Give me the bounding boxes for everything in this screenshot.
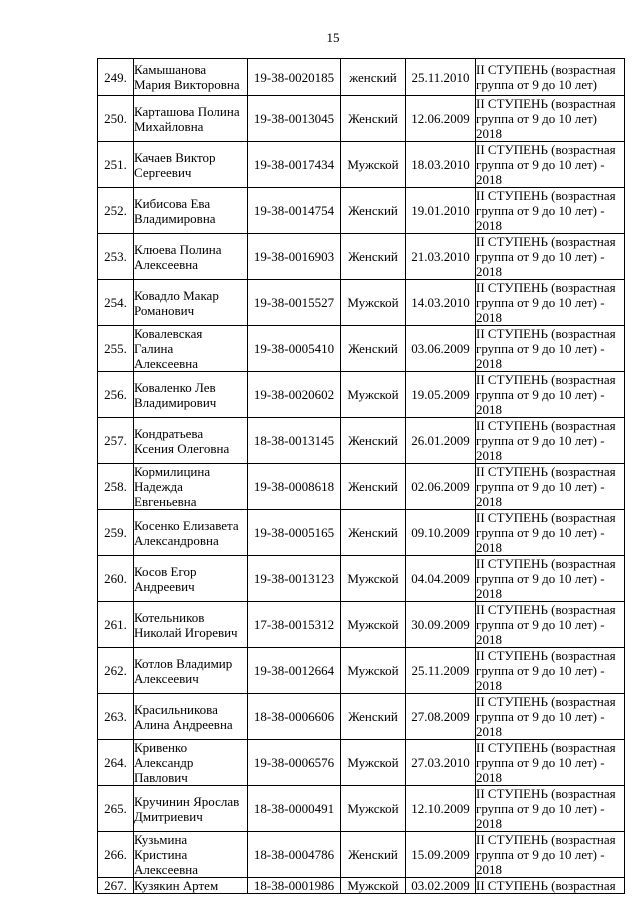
stage — [476, 234, 625, 280]
participant-id: 19-38-0020185 — [248, 59, 341, 96]
gender: Мужской — [341, 372, 406, 418]
birth-date: 03.06.2009 — [406, 326, 476, 372]
name-line: Владимирович — [134, 394, 217, 410]
name-line: Кондратьева — [134, 425, 204, 441]
table-row — [98, 602, 625, 648]
birth-date: 02.06.2009 — [406, 464, 476, 510]
participant-id: 19-38-0006576 — [248, 740, 341, 786]
stage — [476, 648, 625, 694]
table-row — [98, 142, 625, 188]
row-number: 267. — [98, 878, 134, 894]
name-line: Котлов Владимир — [134, 655, 233, 671]
stage-line: 2018 — [476, 724, 502, 739]
stage — [476, 602, 625, 648]
name-line: Александр — [134, 755, 194, 770]
table-row — [98, 280, 625, 326]
row-number: 261. — [98, 602, 134, 648]
birth-date: 12.06.2009 — [406, 96, 476, 142]
table-row — [98, 740, 625, 786]
name-line: Алина Андреевна — [134, 716, 233, 732]
table-row — [98, 832, 625, 878]
full-name — [134, 59, 248, 96]
name-line: Ковадло Макар — [134, 287, 219, 303]
full-name — [134, 96, 248, 142]
table-row — [98, 234, 625, 280]
full-name — [134, 740, 248, 786]
name-line: Евгеньевна — [134, 494, 197, 509]
stage — [476, 786, 625, 832]
gender: Мужской — [341, 740, 406, 786]
participant-id: 18-38-0004786 — [248, 832, 341, 878]
row-number: 255. — [98, 326, 134, 372]
stage-line: группа от 9 до 10 лет) — [476, 77, 597, 92]
stage-line: II СТУПЕНЬ (возрастная — [476, 694, 616, 709]
participant-id: 19-38-0005410 — [248, 326, 341, 372]
birth-date: 12.10.2009 — [406, 786, 476, 832]
full-name — [134, 326, 248, 372]
birth-date: 27.03.2010 — [406, 740, 476, 786]
name-line: Мария Викторовна — [134, 77, 240, 92]
table-row — [98, 326, 625, 372]
full-name — [134, 188, 248, 234]
table-row — [98, 464, 625, 510]
name-line: Александровна — [134, 532, 219, 548]
name-line: Кормилицина — [134, 464, 211, 479]
stage — [476, 878, 625, 894]
row-number: 250. — [98, 96, 134, 142]
table-row — [98, 556, 625, 602]
stage-line: 2018 — [476, 126, 502, 141]
birth-date: 30.09.2009 — [406, 602, 476, 648]
row-number: 265. — [98, 786, 134, 832]
stage — [476, 59, 625, 96]
stage — [476, 694, 625, 740]
stage-line: 2018 — [476, 862, 502, 877]
name-line: Красильникова — [134, 701, 218, 717]
stage-line: группа от 9 до 10 лет) - — [476, 525, 605, 540]
stage — [476, 832, 625, 878]
row-number: 249. — [98, 59, 134, 96]
name-line: Ковалевская — [134, 326, 203, 341]
name-line: Алексеевна — [134, 356, 198, 371]
stage — [476, 740, 625, 786]
table-row — [98, 188, 625, 234]
name-line: Галина — [134, 341, 174, 356]
row-number: 254. — [98, 280, 134, 326]
stage-line: 2018 — [476, 678, 502, 693]
stage-line: 2018 — [476, 586, 502, 601]
gender: Женский — [341, 188, 406, 234]
stage-line: группа от 9 до 10 лет) - — [476, 203, 605, 218]
table-row — [98, 96, 625, 142]
stage — [476, 142, 625, 188]
full-name — [134, 372, 248, 418]
participant-id: 19-38-0016903 — [248, 234, 341, 280]
stage-line: группа от 9 до 10 лет) - — [476, 295, 605, 310]
participant-id: 17-38-0015312 — [248, 602, 341, 648]
stage — [476, 326, 625, 372]
participant-id: 18-38-0006606 — [248, 694, 341, 740]
stage-line: 2018 — [476, 356, 502, 371]
full-name — [134, 602, 248, 648]
full-name — [134, 648, 248, 694]
stage-line: 2018 — [476, 402, 502, 417]
participant-id: 18-38-0013145 — [248, 418, 341, 464]
full-name — [134, 280, 248, 326]
row-number: 260. — [98, 556, 134, 602]
full-name — [134, 142, 248, 188]
name-line: Владимировна — [134, 210, 216, 226]
birth-date: 25.11.2010 — [406, 59, 476, 96]
stage-line: 2018 — [476, 816, 502, 831]
stage — [476, 96, 625, 142]
gender: Женский — [341, 418, 406, 464]
name-line: Кузякин Артем — [134, 878, 219, 893]
birth-date: 19.01.2010 — [406, 188, 476, 234]
stage-line: II СТУПЕНЬ (возрастная — [476, 62, 616, 77]
stage-line: 2018 — [476, 264, 502, 279]
participant-id: 19-38-0013123 — [248, 556, 341, 602]
name-line: Романович — [134, 302, 195, 318]
name-line: Павлович — [134, 770, 188, 785]
stage-line: II СТУПЕНЬ (возрастная — [476, 786, 616, 801]
full-name — [134, 556, 248, 602]
name-line: Алексеевич — [134, 670, 199, 686]
row-number: 253. — [98, 234, 134, 280]
gender: Женский — [341, 694, 406, 740]
stage — [476, 556, 625, 602]
participant-id: 19-38-0015527 — [248, 280, 341, 326]
name-line: Ксения Олеговна — [134, 440, 230, 456]
name-line: Котельников — [134, 609, 205, 625]
stage-line: 2018 — [476, 218, 502, 233]
table-row — [98, 510, 625, 556]
participant-id: 19-38-0005165 — [248, 510, 341, 556]
row-number: 258. — [98, 464, 134, 510]
stage-line: II СТУПЕНЬ (возрастная — [476, 648, 616, 663]
gender: Мужской — [341, 602, 406, 648]
row-number: 257. — [98, 418, 134, 464]
name-line: Камышанова — [134, 62, 207, 77]
row-number: 256. — [98, 372, 134, 418]
stage — [476, 280, 625, 326]
gender: Мужской — [341, 556, 406, 602]
birth-date: 14.03.2010 — [406, 280, 476, 326]
page-number: 15 — [326, 30, 340, 45]
stage-line: II СТУПЕНЬ (возрастная — [476, 372, 616, 387]
stage-line: 2018 — [476, 632, 502, 647]
participant-id: 19-38-0020602 — [248, 372, 341, 418]
name-line: Андреевич — [134, 578, 195, 594]
participant-id: 19-38-0008618 — [248, 464, 341, 510]
participant-id: 19-38-0014754 — [248, 188, 341, 234]
birth-date: 04.04.2009 — [406, 556, 476, 602]
gender: Мужской — [341, 878, 406, 894]
name-line: Надежда — [134, 479, 183, 494]
stage-line: группа от 9 до 10 лет) - — [476, 755, 605, 770]
name-line: Николай Игоревич — [134, 624, 238, 640]
stage-line: группа от 9 до 10 лет) - — [476, 249, 605, 264]
gender: Женский — [341, 96, 406, 142]
stage-line: II СТУПЕНЬ (возрастная — [476, 234, 616, 249]
birth-date: 25.11.2009 — [406, 648, 476, 694]
stage-line: II СТУПЕНЬ (возрастная — [476, 556, 616, 571]
participant-id: 18-38-0000491 — [248, 786, 341, 832]
gender: Мужской — [341, 142, 406, 188]
full-name — [134, 694, 248, 740]
gender: Женский — [341, 510, 406, 556]
stage-line: 2018 — [476, 770, 502, 785]
name-line: Клюева Полина — [134, 241, 222, 257]
birth-date: 21.03.2010 — [406, 234, 476, 280]
participants-table — [97, 58, 625, 894]
gender: женский — [341, 59, 406, 96]
table-row — [98, 59, 625, 96]
name-line: Кривенко — [134, 740, 188, 755]
stage-line: группа от 9 до 10 лет) - — [476, 479, 605, 494]
table-row — [98, 418, 625, 464]
stage-line: II СТУПЕНЬ (возрастная — [476, 188, 616, 203]
row-number: 266. — [98, 832, 134, 878]
stage-line: II СТУПЕНЬ (возрастная — [476, 418, 616, 433]
name-line: Алексеевна — [134, 862, 198, 877]
gender: Женский — [341, 234, 406, 280]
name-line: Косенко Елизавета — [134, 517, 239, 533]
birth-date: 18.03.2010 — [406, 142, 476, 188]
name-line: Сергеевич — [134, 164, 192, 180]
participant-id: 19-38-0017434 — [248, 142, 341, 188]
table-row — [98, 648, 625, 694]
name-line: Кристина — [134, 847, 188, 862]
birth-date: 27.08.2009 — [406, 694, 476, 740]
name-line: Косов Егор — [134, 563, 197, 579]
table-row — [98, 372, 625, 418]
row-number: 251. — [98, 142, 134, 188]
full-name — [134, 464, 248, 510]
stage — [476, 464, 625, 510]
stage-line: 2018 — [476, 448, 502, 463]
stage-line: II СТУПЕНЬ (возрастная — [476, 510, 616, 525]
name-line: Кручинин Ярослав — [134, 793, 240, 809]
name-line: Качаев Виктор — [134, 149, 216, 165]
birth-date: 26.01.2009 — [406, 418, 476, 464]
gender: Мужской — [341, 786, 406, 832]
stage-line: 2018 — [476, 540, 502, 555]
stage-line: II СТУПЕНЬ (возрастная — [476, 878, 616, 893]
gender: Женский — [341, 326, 406, 372]
stage-line: 2018 — [476, 172, 502, 187]
stage-line: группа от 9 до 10 лет) - — [476, 709, 605, 724]
stage-line: II СТУПЕНЬ (возрастная — [476, 740, 616, 755]
stage-line: II СТУПЕНЬ (возрастная — [476, 96, 616, 111]
birth-date: 19.05.2009 — [406, 372, 476, 418]
stage-line: 2018 — [476, 494, 502, 509]
name-line: Кибисова Ева — [134, 195, 211, 211]
table-row — [98, 786, 625, 832]
stage-line: группа от 9 до 10 лет) - — [476, 341, 605, 356]
stage-line: группа от 9 до 10 лет) - — [476, 617, 605, 632]
participant-id: 19-38-0012664 — [248, 648, 341, 694]
table-row — [98, 878, 625, 894]
stage — [476, 188, 625, 234]
stage-line: 2018 — [476, 310, 502, 325]
stage-line: группа от 9 до 10 лет) — [476, 111, 597, 126]
birth-date: 09.10.2009 — [406, 510, 476, 556]
table-row — [98, 694, 625, 740]
stage-line: II СТУПЕНЬ (возрастная — [476, 602, 616, 617]
full-name — [134, 418, 248, 464]
birth-date: 15.09.2009 — [406, 832, 476, 878]
participant-id: 18-38-0001986 — [248, 878, 341, 894]
stage-line: II СТУПЕНЬ (возрастная — [476, 832, 616, 847]
row-number: 264. — [98, 740, 134, 786]
full-name — [134, 832, 248, 878]
row-number: 263. — [98, 694, 134, 740]
birth-date: 03.02.2009 — [406, 878, 476, 894]
name-line: Дмитриевич — [134, 808, 203, 824]
participant-id: 19-38-0013045 — [248, 96, 341, 142]
stage-line: II СТУПЕНЬ (возрастная — [476, 464, 616, 479]
stage-line: II СТУПЕНЬ (возрастная — [476, 326, 616, 341]
stage — [476, 372, 625, 418]
row-number: 252. — [98, 188, 134, 234]
row-number: 259. — [98, 510, 134, 556]
stage-line: группа от 9 до 10 лет) - — [476, 157, 605, 172]
gender: Женский — [341, 832, 406, 878]
gender: Мужской — [341, 280, 406, 326]
stage — [476, 418, 625, 464]
name-line: Коваленко Лев — [134, 379, 216, 395]
stage-line: группа от 9 до 10 лет) - — [476, 801, 605, 816]
stage-line: II СТУПЕНЬ (возрастная — [476, 280, 616, 295]
gender: Мужской — [341, 648, 406, 694]
stage — [476, 510, 625, 556]
gender: Женский — [341, 464, 406, 510]
full-name — [134, 786, 248, 832]
row-number: 262. — [98, 648, 134, 694]
full-name — [134, 878, 248, 894]
full-name — [134, 510, 248, 556]
stage-line: группа от 9 до 10 лет) - — [476, 571, 605, 586]
name-line: Кузьмина — [134, 832, 188, 847]
name-line: Алексеевна — [134, 256, 198, 272]
name-line: Карташова Полина — [134, 103, 240, 119]
stage-line: группа от 9 до 10 лет) - — [476, 433, 605, 448]
stage-line: группа от 9 до 10 лет) - — [476, 663, 605, 678]
full-name — [134, 234, 248, 280]
stage-line: II СТУПЕНЬ (возрастная — [476, 142, 616, 157]
stage-line: группа от 9 до 10 лет) - — [476, 387, 605, 402]
name-line: Михайловна — [134, 118, 204, 134]
stage-line: группа от 9 до 10 лет) - — [476, 847, 605, 862]
